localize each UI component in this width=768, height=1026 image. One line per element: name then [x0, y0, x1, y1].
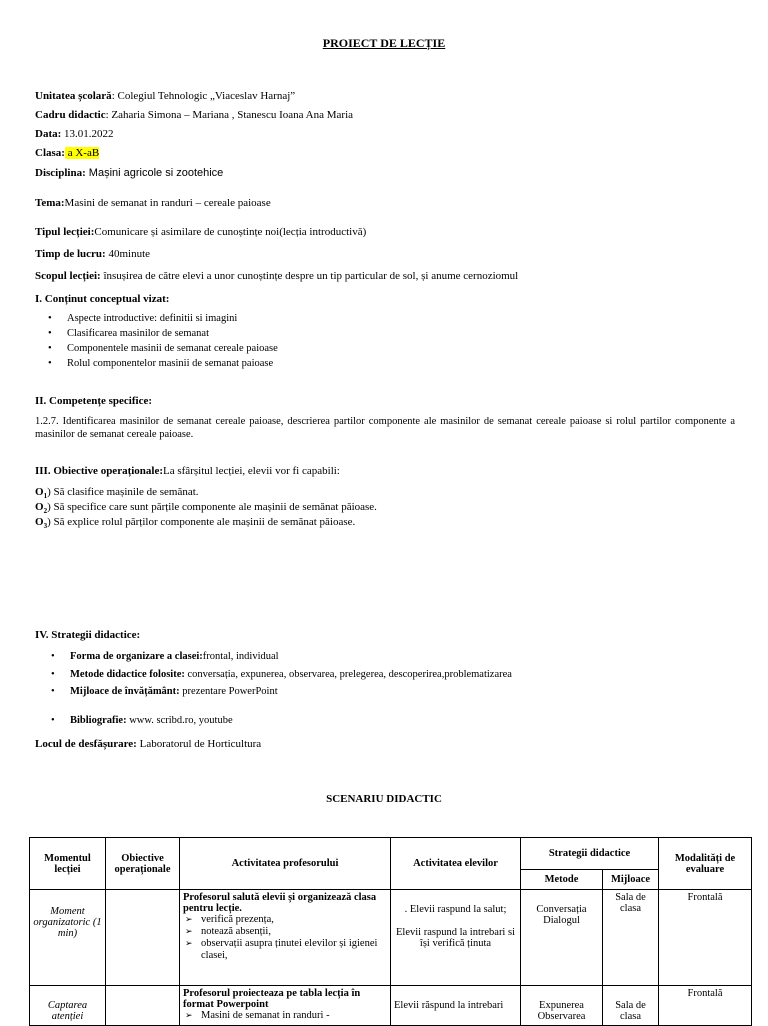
cell-profesor [180, 986, 391, 1026]
list-item: • Mijloace de învățământ: prezentare PowerPoint [38, 684, 512, 713]
cell-elevi: Elevii răspund la intrebari [391, 986, 521, 1026]
section4-list [38, 649, 512, 728]
list-item: • Bibliografie: www. scribd.ro, youtube [38, 713, 512, 728]
list-item: • Aspecte introductive: definitii si imagini [35, 311, 278, 326]
data-value: 13.01.2022 [61, 128, 114, 140]
header-profesor: Activitatea profesorului [180, 838, 391, 890]
scenariu-title: SCENARIU DIDACTIC [326, 793, 442, 805]
tema-line [35, 197, 271, 209]
header-metode: Metode [521, 870, 603, 890]
header-momentul: Momentul lecției [30, 838, 106, 890]
cell-modalitati: Frontală [659, 890, 752, 986]
list-item: • Rolul componentelor masinii de semanat paioase [35, 356, 278, 371]
objective-3: $O_3$) Să explice rolul părților componente ale mașinii de semănat păioase. [35, 516, 356, 531]
unitatea-line [35, 90, 295, 102]
header-elevi: Activitatea elevilor [391, 838, 521, 890]
tema-label: Tema: [35, 197, 65, 209]
locul-line [35, 738, 261, 750]
elevi-text-1: . Elevii raspund la salut; [404, 904, 507, 915]
profesor-list [183, 914, 387, 962]
timp-value: 40minute [105, 248, 151, 260]
disciplina-value: Mașini agricole si zootehice [85, 167, 224, 179]
list-item: • Componentele masinii de semanat cereale paioase [35, 341, 278, 356]
table-row [30, 890, 752, 986]
clasa-label: Clasa: [35, 147, 65, 159]
elevi-text-2: Elevii raspund la intrebari si își verifică ținuta [396, 927, 515, 949]
cell-momentul: Moment organizatoric (1 min) [30, 890, 106, 986]
page-title: PROIECT DE LECȚIE [322, 36, 446, 50]
cell-obiective [106, 890, 180, 986]
disciplina-label: Disciplina: [35, 167, 86, 179]
list-item: ➢ notează absenții, [183, 926, 387, 938]
cadru-value: : Zaharia Simona – Mariana , Stanescu Ioana Ana Maria [105, 109, 354, 121]
list-item: ➢ observații asupra ținutei elevilor și igienei clasei, [183, 938, 387, 962]
section2-heading: II. Competențe specifice: [35, 395, 152, 407]
section3-intro: La sfârșitul lecției, elevii vor fi capabili: [163, 465, 340, 477]
cell-mijloace: Sala de clasa [603, 986, 659, 1026]
tipul-value: Comunicare și asimilare de cunoștințe noi(lecția introductivă) [94, 226, 367, 238]
section3-line [35, 465, 340, 477]
header-modalitati: Modalități de evaluare [659, 838, 752, 890]
tipul-label: Tipul lecției: [35, 226, 95, 238]
list-item: • Clasificarea masinilor de semanat [35, 326, 278, 341]
section3-heading: III. Obiective operaționale: [35, 465, 164, 477]
objective-1: $O_1$) Să clasifice mașinile de semănat. [35, 486, 199, 501]
timp-line [35, 248, 150, 260]
cell-profesor [180, 890, 391, 986]
list-item: ➢ Masini de semanat in randuri - [183, 1010, 387, 1022]
header-obiective: Obiective operaționale [106, 838, 180, 890]
unitatea-value: : Colegiul Tehnologic „Viaceslav Harnaj” [111, 90, 296, 102]
objective-2: $O_2$) Să specifice care sunt părțile componente ale mașinii de semănat păioase. [35, 501, 377, 516]
scopul-label: Scopul lecției: [35, 270, 101, 282]
unitatea-label: Unitatea școlară [35, 90, 112, 102]
scopul-value: însușirea de către elevi a unor cunoștințe despre un tip particular de sol, și anume cernoziomul [100, 270, 519, 282]
cadru-line [35, 109, 353, 121]
cadru-label: Cadru didactic [35, 109, 106, 121]
disciplina-line [35, 167, 223, 179]
cell-metode: Expunerea Observarea [521, 986, 603, 1026]
cell-obiective [106, 986, 180, 1026]
timp-label: Timp de lucru: [35, 248, 106, 260]
header-mijloace: Mijloace [603, 870, 659, 890]
data-line [35, 128, 114, 140]
section1-heading: I. Conținut conceptual vizat: [35, 293, 170, 305]
section1-list [35, 311, 278, 371]
section2-text: 1.2.7. Identificarea masinilor de semanat cereale paioase, descrierea partilor componente ale masinilor de semanat cereale paioase si rolul partilor componente a masinilor de semanat cereale paioase. [35, 416, 735, 440]
cell-modalitati: Frontală [659, 986, 752, 1026]
scopul-line [35, 270, 518, 282]
cell-elevi [391, 890, 521, 986]
clasa-line [35, 147, 99, 159]
scenariu-table [29, 837, 752, 1026]
profesor-title: Profesorul proiecteaza pe tabla lecția în format Powerpoint [183, 988, 361, 1010]
tema-value: Masini de semanat in randuri – cereale paioase [64, 197, 271, 209]
table-row [30, 986, 752, 1026]
locul-label: Locul de desfășurare: [35, 738, 137, 750]
section4-heading: IV. Strategii didactice: [35, 629, 141, 641]
clasa-value: a X-aB [64, 147, 100, 159]
cell-metode: Conversația Dialogul [521, 890, 603, 986]
profesor-title: Profesorul salută elevii și organizează clasa pentru lecție. [183, 892, 377, 914]
cell-momentul: Captarea atenției [30, 986, 106, 1026]
cell-mijloace: Sala de clasa [603, 890, 659, 986]
list-item: • Metode didactice folosite: conversația, expunerea, observarea, prelegerea, descoperirea,problematizarea [38, 667, 512, 684]
locul-value: Laboratorul de Horticultura [136, 738, 262, 750]
header-strategii: Strategii didactice [521, 838, 659, 870]
list-item: ➢ verifică prezența, [183, 914, 387, 926]
data-label: Data: [35, 128, 62, 140]
list-item: • Forma de organizare a clasei:frontal, individual [38, 649, 512, 667]
profesor-list [183, 1010, 387, 1022]
tipul-line [35, 226, 366, 238]
